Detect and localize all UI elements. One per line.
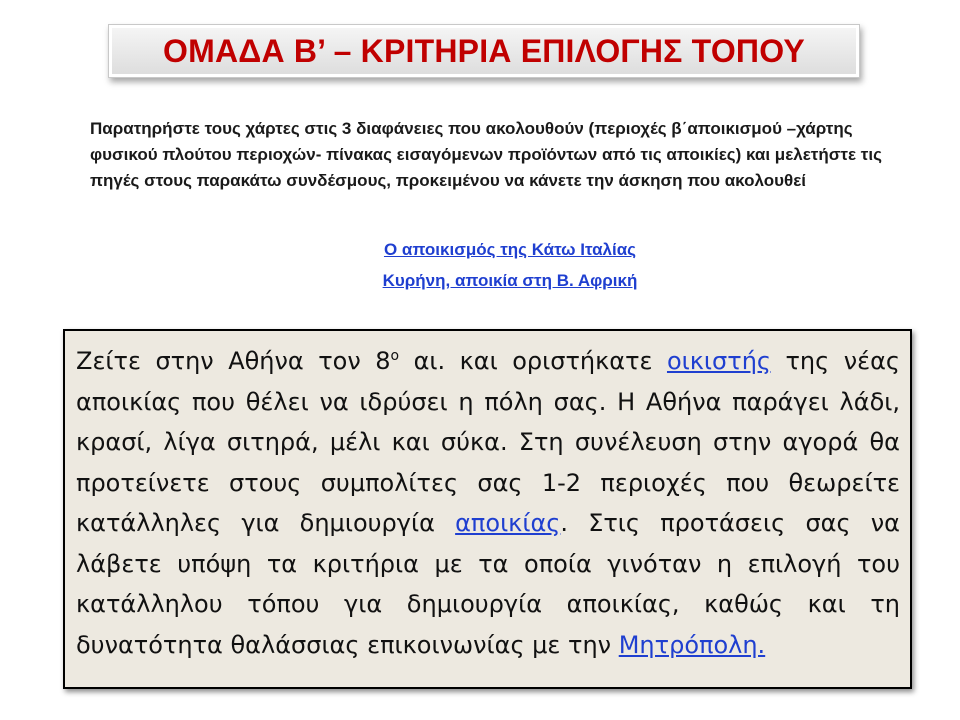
task-text xyxy=(76,341,900,665)
link-apoikia[interactable]: αποικίας xyxy=(455,509,561,537)
instructions-text: Παρατηρήστε τους χάρτες στις 3 διαφάνειες που ακολουθούν (περιοχές β΄αποικισμού –χάρτης φυσικού πλούτου περιοχών- πίνακας εισαγόμενων προϊόντων από τις αποικίες) και μελετήστε τις πηγές στους παρακάτω συνδέσμους, προκειμένου να κάνετε την άσκηση που ακολουθεί xyxy=(90,119,882,190)
task-text-part4: . Στις προτάσεις σας να λάβετε υπόψη τα κριτήρια με τα οποία γινόταν η επιλογή του κατάλληλου τόπου για δημιουργία αποικίας, καθώς και τη δυνατότητα θαλάσσιας επικοινωνίας με την xyxy=(76,509,900,659)
instructions-paragraph xyxy=(90,116,890,194)
task-box xyxy=(63,329,912,689)
page-title: ΟΜΑΔΑ Β’ – ΚΡΙΤΗΡΙΑ ΕΠΙΛΟΓΗΣ ΤΟΠΟΥ xyxy=(163,32,805,69)
ordinal-superscript: ο xyxy=(390,348,400,364)
link-oikistis[interactable]: οικιστής xyxy=(666,347,771,375)
source-links xyxy=(190,234,830,296)
task-text-part2: αι. και οριστήκατε xyxy=(399,347,667,375)
task-text-part1: Ζείτε στην Αθήνα τον 8 xyxy=(76,347,391,375)
link-cyrene-colony[interactable]: Κυρήνη, αποικία στη Β. Αφρική xyxy=(382,271,638,290)
link-mitropoli[interactable]: Μητρόπολη. xyxy=(618,630,766,659)
task-text-part3: της νέας αποικίας που θέλει να ιδρύσει η πόλη σας. Η Αθήνα παράγει λάδι, κρασί, λίγα σιτηρά, μέλι και σύκα. Στη συνέλευση στην αγορά θα προτείνετε στους συμπολίτες σας 1-2 περιοχές που θεωρείτε κατάλληλες για δημιουργία xyxy=(76,347,900,537)
title-banner xyxy=(108,24,860,78)
link-southern-italy-colonization[interactable]: Ο αποικισμός της Κάτω Ιταλίας xyxy=(383,240,637,259)
